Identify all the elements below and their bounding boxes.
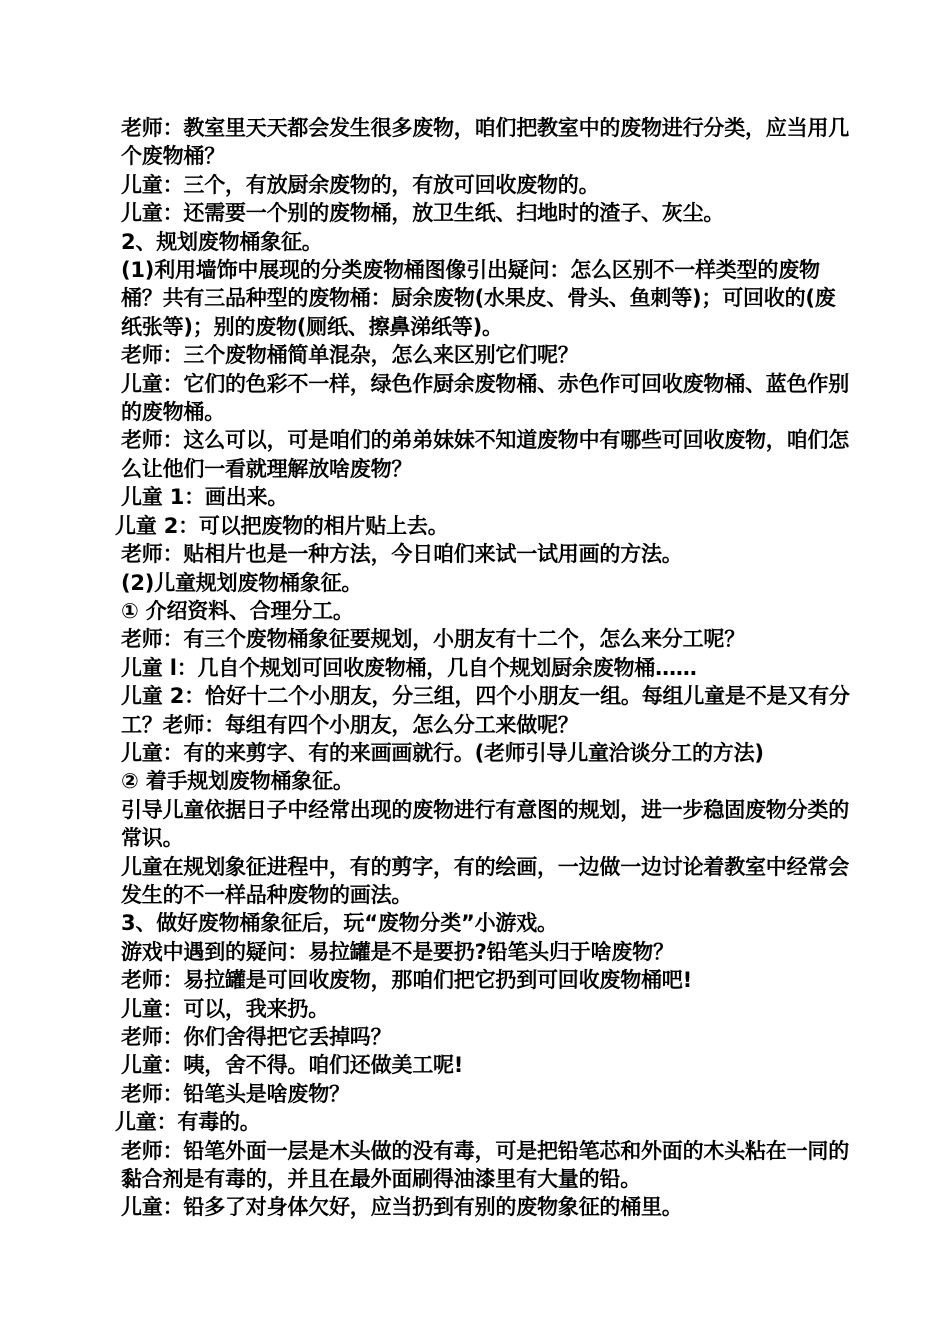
paragraph-12: (2)儿童规划废物桶象征。	[121, 570, 363, 595]
paragraph-9: 儿童 1：画出来。	[121, 485, 289, 510]
paragraph-16: 儿童 2：恰好十二个小朋友，分三组，四个小朋友一组。每组儿童是不是又有分工？老师：每组有四个小朋友，怎么分工来做呢？	[121, 684, 850, 737]
paragraph-28: 儿童：有毒的。	[115, 1110, 261, 1135]
paragraph-27: 老师：铅笔头是啥废物？	[121, 1081, 350, 1106]
paragraph-26: 儿童：咦，舍不得。咱们还做美工呢!	[121, 1053, 464, 1078]
paragraph-13: ① 介绍资料、合理分工。	[121, 598, 354, 623]
section-heading-2: 2、规划废物桶象征。	[121, 229, 323, 254]
paragraph-3: 儿童：还需要一个别的废物桶，放卫生纸、扫地时的渣子、灰尘。	[121, 201, 725, 226]
section-heading-3: 3、做好废物桶象征后，玩“废物分类”小游戏。	[121, 911, 558, 936]
paragraph-25: 老师：你们舍得把它丢掉吗？	[121, 1025, 392, 1049]
paragraph-29: 老师：铅笔外面一层是木头做的没有毒，可是把铅笔芯和外面的木头粘在一同的黏合剂是有毒的，并且在最外面刷得油漆里有大量的铅。	[121, 1138, 849, 1192]
paragraph-8: 老师：这么可以，可是咱们的弟弟妹妹不知道废物中有哪些可回收废物，咱们怎么让他们一看就理解放啥废物？	[121, 428, 849, 481]
paragraph-1: 老师：教室里天天都会发生很多废物，咱们把教室中的废物进行分类，应当用几个废物桶？	[121, 116, 849, 169]
paragraph-5: (1)利用墙饰中展现的分类废物桶图像引出疑问：怎么区别不一样类型的废物桶？共有三品种型的废物桶：厨余废物(水果皮、骨头、鱼刺等)；可回收的(废纸张等)；别的废物(厕纸、擦鼻涕纸等)。	[121, 258, 836, 339]
paragraph-17: 儿童：有的来剪字、有的来画画就行。(老师引导儿童洽谈分工的方法)	[121, 740, 764, 765]
paragraph-7: 儿童：它们的色彩不一样，绿色作厨余废物桶、赤色作可回收废物桶、蓝色作别的废物桶。	[121, 371, 849, 425]
paragraph-24: 儿童：可以，我来扔。	[121, 996, 329, 1021]
paragraph-15: 儿童 l：几自个规划可回收废物桶，几自个规划厨余废物桶……	[121, 655, 697, 680]
paragraph-6: 老师：三个废物桶简单混杂，怎么来区别它们呢？	[121, 343, 579, 368]
paragraph-14: 老师：有三个废物桶象征要规划，小朋友有十二个，怎么来分工呢？	[121, 627, 745, 652]
paragraph-20: 儿童在规划象征进程中，有的剪字，有的绘画，一边做一边讨论着教室中经常会发生的不一样品种废物的画法。	[121, 854, 849, 907]
paragraph-11: 老师：贴相片也是一种方法，今日咱们来试一试用画的方法。	[121, 542, 683, 567]
paragraph-22: 游戏中遇到的疑问：易拉罐是不是要扔?铅笔头归于啥废物？	[121, 939, 674, 964]
paragraph-30: 儿童：铅多了对身体欠好，应当扔到有别的废物象征的桶里。	[121, 1195, 683, 1220]
paragraph-19: 引导儿童依据日子中经常出现的废物进行有意图的规划，进一步稳固废物分类的常识。	[121, 797, 849, 851]
document-body	[115, 114, 855, 1222]
paragraph-10: 儿童 2：可以把废物的相片贴上去。	[115, 513, 449, 538]
paragraph-2: 儿童：三个，有放厨余废物的，有放可回收废物的。	[121, 172, 600, 197]
paragraph-23: 老师：易拉罐是可回收废物，那咱们把它扔到可回收废物桶吧!	[121, 968, 692, 993]
paragraph-18: ② 着手规划废物桶象征。	[121, 769, 354, 794]
